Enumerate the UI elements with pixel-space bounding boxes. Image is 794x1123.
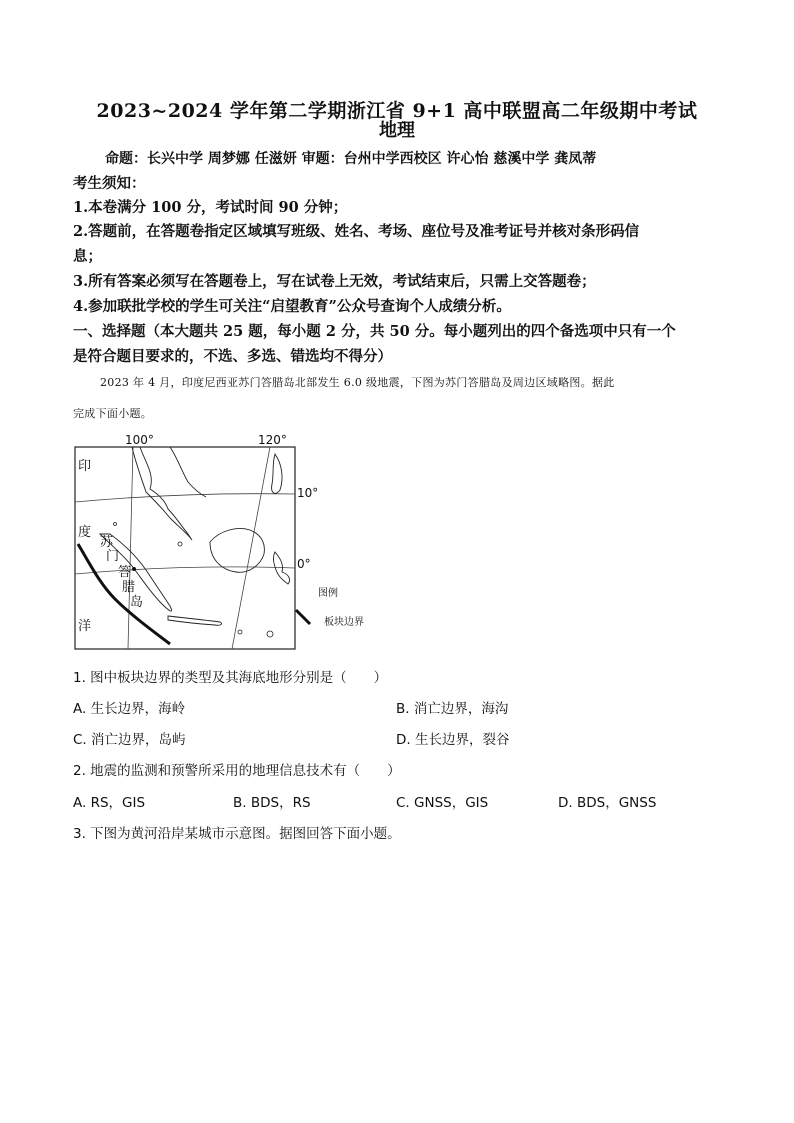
notice-heading: 考生须知：: [73, 175, 146, 192]
label-sumatra-3: 答: [118, 565, 132, 580]
parallel-10-line: [75, 494, 295, 502]
question-1-option-d: D. 生长边界，裂谷: [396, 732, 510, 748]
label-indian-3: 洋: [78, 619, 92, 634]
intro-line-2: 完成下面小题。: [73, 407, 153, 420]
question-1-option-a: A. 生长边界，海岭: [73, 701, 186, 717]
notice-item-2: 2.答题前，在答题卷指定区域填写班级、姓名、考场、座位号及准考证号并核对条形码信: [73, 223, 640, 240]
question-2-option-a: A. RS，GIS: [73, 795, 146, 811]
intro-line-1: 2023 年 4 月，印度尼西亚苏门答腊岛北部发生 6.0 级地震，下图为苏门答腊岛及周边区域略图。据此: [100, 376, 615, 389]
question-2-stem: 2. 地震的监测和预警所采用的地理信息技术有（ ）: [73, 763, 401, 779]
question-1-stem: 1. 图中板块边界的类型及其海底地形分别是（ ）: [73, 670, 388, 686]
notice-item-3: 3.所有答案必须写在答题卷上，写在试卷上无效，考试结束后，只需上交答题卷；: [73, 273, 596, 290]
exam-title: 2023~2024 学年第二学期浙江省 9+1 高中联盟高二年级期中考试: [96, 100, 698, 122]
notice-item-4: 4.参加联批学校的学生可关注“启望教育”公众号查询个人成绩分析。: [73, 298, 511, 315]
java-island-shape: [168, 616, 222, 625]
borneo-island-shape: [210, 529, 264, 573]
small-island: [114, 523, 117, 526]
label-sumatra-4: 腊: [122, 580, 136, 595]
label-sumatra-5: 岛: [130, 595, 144, 610]
question-3-stem: 3. 下图为黄河沿岸某城市示意图。据图回答下面小题。: [73, 826, 401, 842]
label-indian-2: 度: [78, 525, 92, 540]
small-island: [178, 542, 182, 546]
malay-peninsula-shape: [132, 447, 192, 540]
legend-item: 板块边界: [324, 617, 364, 628]
parallel-0-line: [75, 567, 295, 574]
question-2-option-c: C. GNSS，GIS: [396, 795, 489, 811]
label-sumatra-1: 苏: [100, 535, 114, 550]
sumatra-map: [70, 434, 380, 654]
notice-item-2-cont: 息；: [73, 248, 102, 265]
legend-line-icon: [296, 610, 310, 624]
question-2-option-d: D. BDS，GNSS: [558, 795, 657, 811]
question-1-option-c: C. 消亡边界，岛屿: [73, 732, 186, 748]
section-heading-cont: 是符合题目要求的，不选、多选、错选均不得分）: [73, 348, 392, 365]
small-island: [267, 631, 273, 637]
section-heading: 一、选择题（本大题共 25 题，每小题 2 分，共 50 分。每小题列出的四个备选项中只有一个: [73, 323, 676, 340]
label-lon-120: 120°: [258, 434, 287, 447]
question-1-option-b: B. 消亡边界，海沟: [396, 701, 509, 717]
authors-line: 命题：长兴中学 周梦娜 任滋妍 审题：台州中学西校区 许心怡 慈溪中学 龚凤蒂: [105, 151, 597, 167]
label-sumatra-2: 门: [106, 549, 120, 564]
earthquake-point: [132, 567, 136, 571]
philippines-island-shape: [272, 454, 282, 493]
question-2-option-b: B. BDS，RS: [233, 795, 311, 811]
meridian-100-line: [128, 447, 133, 649]
label-lat-0: 0°: [297, 557, 311, 571]
label-indian-1: 印: [78, 459, 92, 474]
label-lat-10: 10°: [297, 486, 319, 500]
indochina-coast: [170, 447, 206, 497]
notice-item-1: 1.本卷满分 100 分，考试时间 90 分钟；: [73, 199, 348, 216]
subject-title: 地理: [379, 120, 415, 141]
small-island: [238, 630, 242, 634]
legend-title: 图例: [318, 588, 338, 599]
label-lon-100: 100°: [125, 434, 154, 447]
